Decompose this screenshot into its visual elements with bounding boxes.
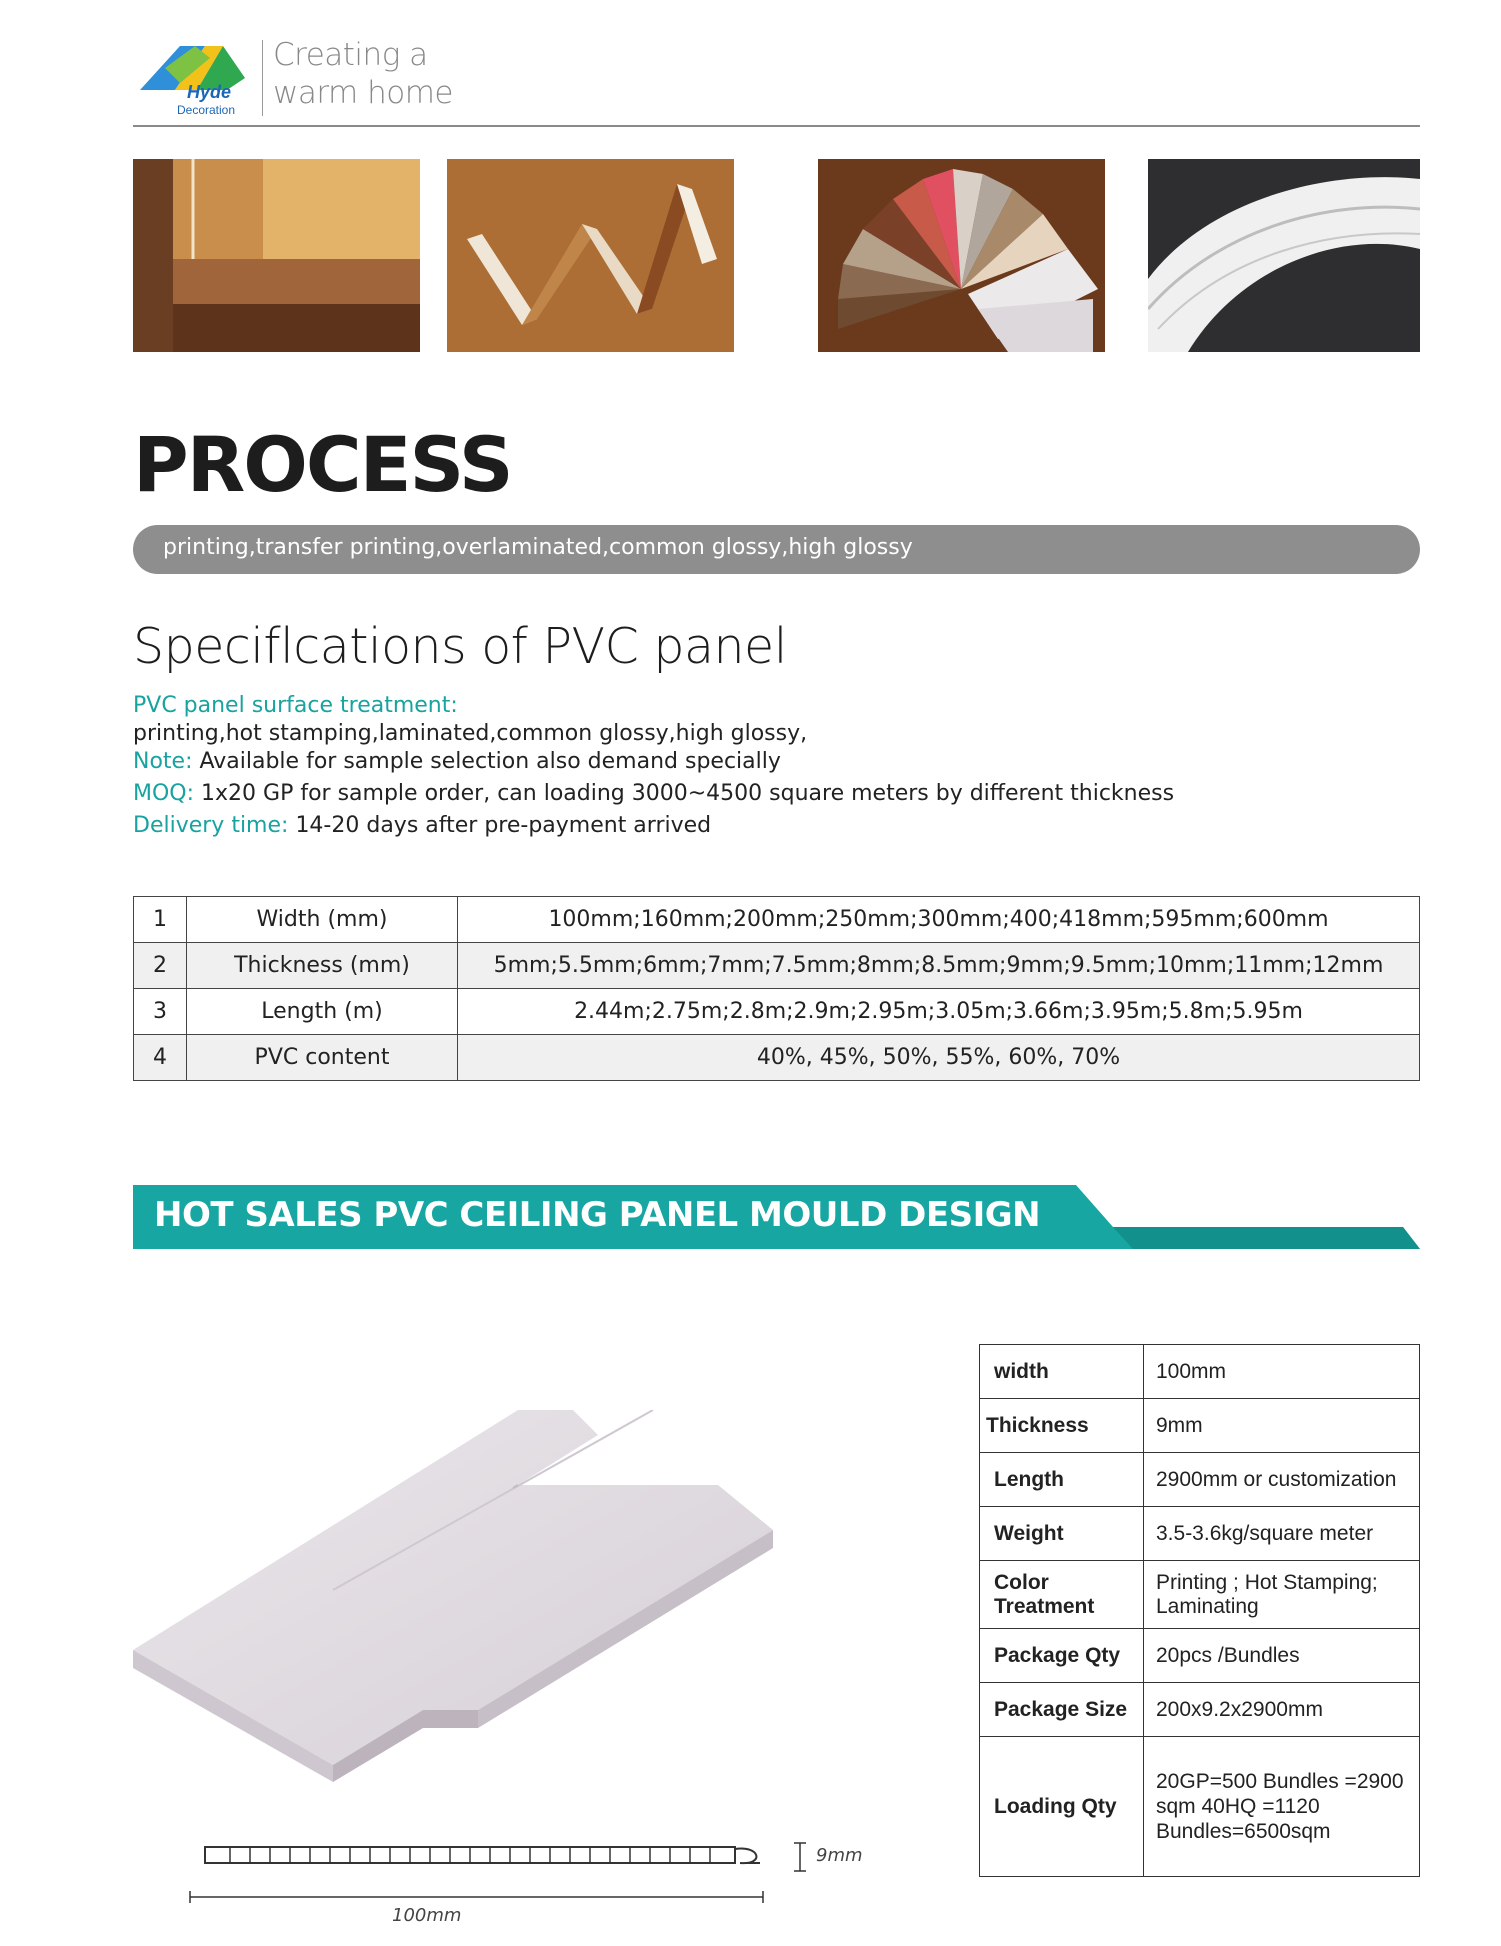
row-number: 4 <box>134 1035 187 1081</box>
row-value: 5mm;5.5mm;6mm;7mm;7.5mm;8mm;8.5mm;9mm;9.5mm;10mm;11mm;12mm <box>458 943 1420 989</box>
spec-key: Color Treatment <box>980 1561 1144 1629</box>
tagline <box>273 36 453 112</box>
moq-label: MOQ: <box>133 781 195 806</box>
spec-key: Package Qty <box>980 1629 1144 1683</box>
table-row <box>134 1035 1420 1081</box>
header-rule <box>133 125 1420 127</box>
table-row <box>980 1737 1420 1877</box>
process-title: PROCESS <box>133 420 512 509</box>
profile-cross-section <box>185 1835 885 1935</box>
thickness-dimension-label: 9mm <box>816 1845 863 1866</box>
table-row <box>980 1345 1420 1399</box>
table-row <box>134 897 1420 943</box>
row-number: 3 <box>134 989 187 1035</box>
spec-key: Loading Qty <box>980 1737 1144 1877</box>
process-bar-text: printing,transfer printing,overlaminated,common glossy,high glossy <box>163 535 913 560</box>
specifications-title: Speciflcations of PVC panel <box>133 618 787 675</box>
svg-text:Hyde: Hyde <box>187 82 232 102</box>
photo-sample-fan <box>818 159 1105 352</box>
spec-value: 2900mm or customization <box>1144 1453 1420 1507</box>
row-value: 2.44m;2.75m;2.8m;2.9m;2.95m;3.05m;3.66m;3.95m;5.8m;5.95m <box>458 989 1420 1035</box>
table-row <box>980 1629 1420 1683</box>
row-number: 1 <box>134 897 187 943</box>
table-row <box>134 989 1420 1035</box>
row-label: Length (m) <box>187 989 458 1035</box>
row-label: Thickness (mm) <box>187 943 458 989</box>
surface-value: printing,hot stamping,laminated,common glossy,high glossy, <box>133 721 808 746</box>
spec-key: Weight <box>980 1507 1144 1561</box>
spec-table <box>133 896 1420 1081</box>
section-banner-title: HOT SALES PVC CEILING PANEL MOULD DESIGN <box>154 1195 1041 1235</box>
row-label: PVC content <box>187 1035 458 1081</box>
row-label: Width (mm) <box>187 897 458 943</box>
row-number: 2 <box>134 943 187 989</box>
spec-value: 20pcs /Bundles <box>1144 1629 1420 1683</box>
table-row <box>980 1561 1420 1629</box>
table-row <box>134 943 1420 989</box>
spec-value: Printing ; Hot Stamping; Laminating <box>1144 1561 1420 1629</box>
row-value: 40%, 45%, 50%, 55%, 60%, 70% <box>458 1035 1420 1081</box>
table-row <box>980 1683 1420 1737</box>
specifications-text <box>133 690 1174 842</box>
spec-value: 100mm <box>1144 1345 1420 1399</box>
table-row <box>980 1399 1420 1453</box>
tagline-line-1: Creating a <box>273 37 428 73</box>
product-spec-table <box>979 1344 1420 1877</box>
spec-value: 9mm <box>1144 1399 1420 1453</box>
moq-value: 1x20 GP for sample order, can loading 3000~4500 square meters by different thickness <box>201 781 1175 806</box>
photo-film-roll <box>1148 159 1420 352</box>
note-label: Note: <box>133 749 193 774</box>
photo-mouldings <box>447 159 734 352</box>
process-bar <box>133 525 1420 574</box>
table-row <box>980 1507 1420 1561</box>
table-row <box>980 1453 1420 1507</box>
surface-label: PVC panel surface treatment: <box>133 693 458 718</box>
hyde-logo <box>135 38 260 118</box>
width-dimension-label: 100mm <box>392 1905 462 1926</box>
spec-key: width <box>980 1345 1144 1399</box>
spec-value: 200x9.2x2900mm <box>1144 1683 1420 1737</box>
spec-key: Length <box>980 1453 1144 1507</box>
pvc-panel-illustration <box>133 1410 903 1850</box>
photo-wood-panels <box>133 159 420 352</box>
row-value: 100mm;160mm;200mm;250mm;300mm;400;418mm;595mm;600mm <box>458 897 1420 943</box>
delivery-label: Delivery time: <box>133 813 289 838</box>
tagline-line-2: warm home <box>273 75 453 111</box>
spec-value: 20GP=500 Bundles =2900 sqm 40HQ =1120 Bundles=6500sqm <box>1144 1737 1420 1877</box>
spec-value: 3.5-3.6kg/square meter <box>1144 1507 1420 1561</box>
spec-key: Package Size <box>980 1683 1144 1737</box>
note-value: Available for sample selection also demand specially <box>199 749 781 774</box>
delivery-value: 14-20 days after pre-payment arrived <box>295 813 712 838</box>
svg-text:Decoration: Decoration <box>177 103 236 117</box>
spec-key: Thickness <box>980 1399 1144 1453</box>
logo-divider <box>262 40 263 116</box>
